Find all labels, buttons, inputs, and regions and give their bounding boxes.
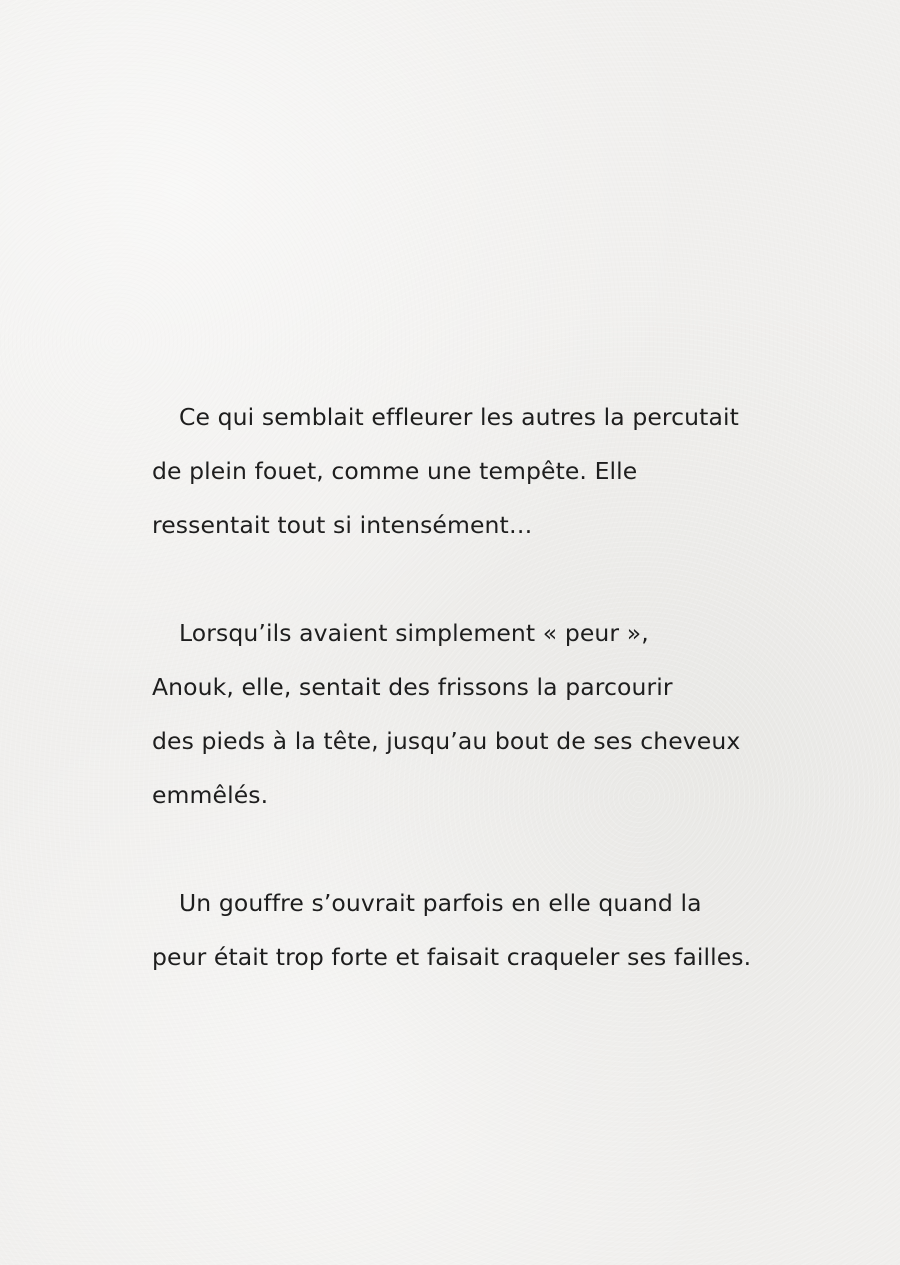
paragraph-3-line-1: Un gouffre s’ouvrait parfois en elle quand la bbox=[179, 889, 702, 917]
paragraph-2-line-1: Lorsqu’ils avaient simplement « peur », bbox=[179, 619, 649, 647]
paragraph-3 bbox=[152, 876, 792, 984]
paragraph-1-line-2: de plein fouet, comme une tempête. Elle bbox=[152, 457, 638, 485]
paragraph-3-line-2: peur était trop forte et faisait craqueler ses failles. bbox=[152, 943, 752, 971]
paragraph-2-line-2: Anouk, elle, sentait des frissons la parcourir bbox=[152, 673, 673, 701]
paragraph-2-line-4: emmêlés. bbox=[152, 781, 269, 809]
story-text bbox=[152, 390, 792, 984]
paragraph-1-line-1: Ce qui semblait effleurer les autres la percutait bbox=[179, 403, 739, 431]
paragraph-1 bbox=[152, 390, 792, 552]
paragraph-2-line-3: des pieds à la tête, jusqu’au bout de ses cheveux bbox=[152, 727, 741, 755]
paragraph-1-line-3: ressentait tout si intensément… bbox=[152, 511, 533, 539]
paragraph-2 bbox=[152, 606, 792, 822]
